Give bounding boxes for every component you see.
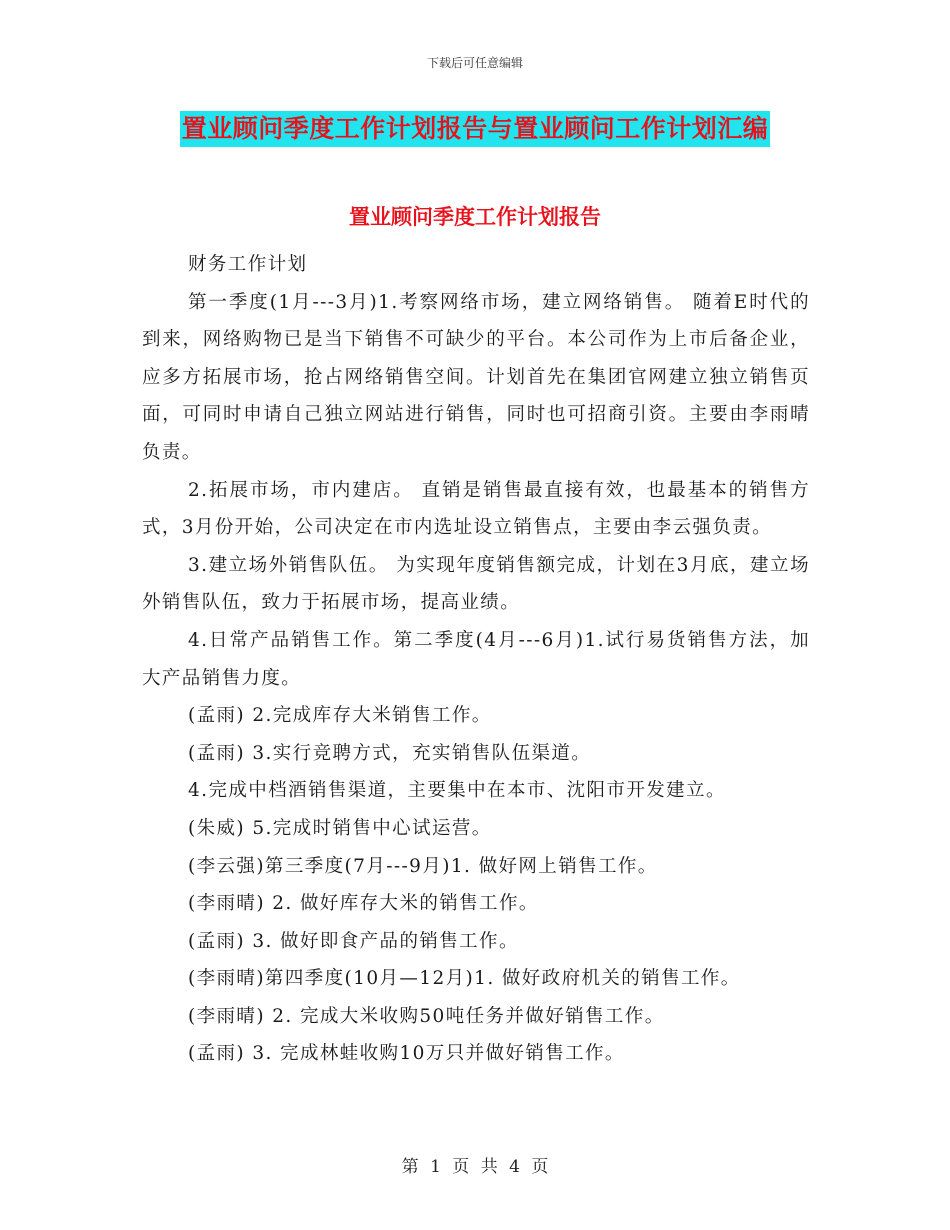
paragraph: 3.建立场外销售队伍。 为实现年度销售额完成，计划在3月底，建立场外销售队伍，致力于拓展市场，提高业绩。 bbox=[142, 554, 810, 614]
paragraph: 第一季度(1月---3月)1.考察网络市场，建立网络销售。 随着E时代的到来，网络购物已是当下销售不可缺少的平台。本公司作为上市后备企业，应多方拓展市场，抢占网络销售空间。计划首先在集团官网建立独立销售页面，可同时申请自己独立网站进行销售，同时也可招商引资。主要由李雨晴负责。 bbox=[142, 291, 810, 463]
paragraph: 4.日常产品销售工作。第二季度(4月---6月)1.试行易货销售方法，加大产品销售力度。 bbox=[142, 629, 810, 689]
paragraph: (孟雨) 3. 完成林蛙收购10万只并做好销售工作。 bbox=[188, 1043, 625, 1065]
document-title-container bbox=[0, 111, 950, 147]
paragraph: 4.完成中档酒销售渠道，主要集中在本市、沈阳市开发建立。 bbox=[188, 780, 726, 802]
document-title: 置业顾问季度工作计划报告与置业顾问工作计划汇编 bbox=[180, 111, 771, 147]
document-body bbox=[142, 246, 810, 1073]
paragraph: (孟雨) 3.实行竞聘方式，充实销售队伍渠道。 bbox=[188, 742, 592, 764]
section-title: 置业顾问季度工作计划报告 bbox=[349, 205, 601, 229]
paragraph: (孟雨) 3. 做好即食产品的销售工作。 bbox=[188, 930, 519, 952]
paragraph: (李雨晴) 2. 完成大米收购50吨任务并做好销售工作。 bbox=[188, 1005, 665, 1027]
paragraph: (孟雨) 2.完成库存大米销售工作。 bbox=[188, 705, 492, 727]
paragraph: (李雨晴)第四季度(10月—12月)1. 做好政府机关的销售工作。 bbox=[188, 968, 741, 990]
paragraph: (李云强)第三季度(7月---9月)1. 做好网上销售工作。 bbox=[188, 855, 658, 877]
paragraph: 2.拓展市场，市内建店。 直销是销售最直接有效，也最基本的销售方式，3月份开始，公司决定在市内选址设立销售点，主要由李云强负责。 bbox=[142, 479, 810, 539]
paragraph: (李雨晴) 2. 做好库存大米的销售工作。 bbox=[188, 893, 539, 915]
paragraph: (朱威) 5.完成时销售中心试运营。 bbox=[188, 817, 492, 839]
page-number-footer: 第 1 页 共 4 页 bbox=[401, 1157, 549, 1177]
paragraph: 财务工作计划 bbox=[188, 254, 308, 275]
page-header-note: 下载后可任意编辑 bbox=[426, 56, 523, 70]
